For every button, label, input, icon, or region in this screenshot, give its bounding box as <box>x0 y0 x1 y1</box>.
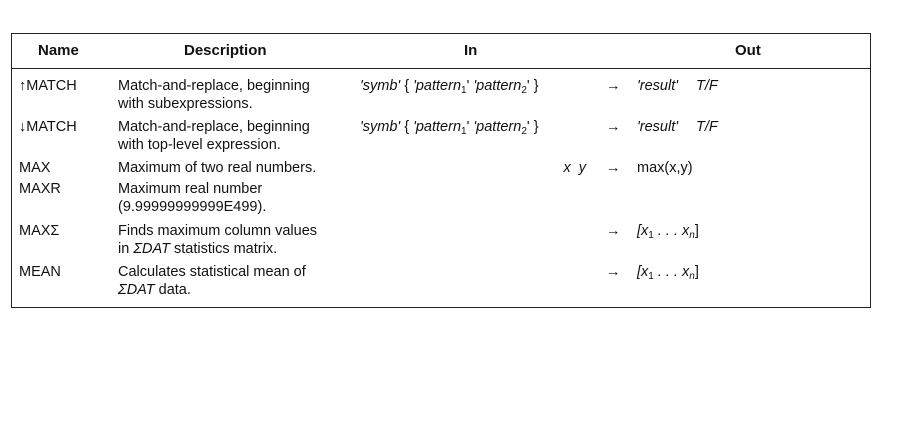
row-in: x y <box>563 160 586 176</box>
row-out <box>637 77 718 95</box>
command-table <box>11 33 871 308</box>
in-pattern2-close: ' <box>526 119 530 135</box>
in-pattern1: 'pattern <box>413 119 462 135</box>
in-pattern2-sub: 2 <box>521 126 527 137</box>
header-divider <box>12 68 870 69</box>
header-in: In <box>464 42 478 59</box>
in-symb: 'symb' <box>360 119 401 135</box>
row-description-line1: Maximum of two real numbers. <box>118 160 317 176</box>
in-brace-open: { <box>404 119 410 135</box>
out-sub1: 1 <box>648 271 654 282</box>
desc-sigma-dat: ΣDAT <box>133 241 170 257</box>
out-open: [x <box>637 264 649 280</box>
out-sub1: 1 <box>648 230 654 241</box>
row-name: MAXΣ <box>19 223 60 239</box>
out-close: ] <box>694 264 699 280</box>
out-mid: . . . x <box>653 264 690 280</box>
row-name: ↓MATCH <box>19 119 77 135</box>
out-subn: n <box>689 230 695 241</box>
row-description-line2: with subexpressions. <box>118 96 253 112</box>
out-close: ] <box>694 223 699 239</box>
arrow-icon: → <box>606 78 621 94</box>
row-in <box>360 77 539 100</box>
row-name: ↑MATCH <box>19 78 77 94</box>
header-name: Name <box>38 42 79 59</box>
out-result: 'result' <box>637 78 678 94</box>
row-description-line1: Maximum real number <box>118 181 263 197</box>
in-pattern1-close: ' <box>466 78 470 94</box>
out-result: 'result' <box>637 119 678 135</box>
in-pattern2: 'pattern <box>473 78 522 94</box>
row-name: MAX <box>19 160 51 176</box>
row-out <box>637 263 699 286</box>
header-description: Description <box>184 42 267 59</box>
row-description-line2: with top-level expression. <box>118 137 281 153</box>
row-out: max(x,y) <box>637 160 693 176</box>
in-pattern1: 'pattern <box>413 78 462 94</box>
desc-pre: in <box>118 241 134 257</box>
row-name: MEAN <box>19 264 61 280</box>
row-description-line1: Match-and-replace, beginning <box>118 78 310 94</box>
row-description-line1: Match-and-replace, beginning <box>118 119 310 135</box>
in-pattern1-sub: 1 <box>461 126 467 137</box>
out-tf: T/F <box>696 78 718 94</box>
in-pattern2-close: ' <box>526 78 530 94</box>
desc-post: statistics matrix. <box>169 241 278 257</box>
header-out: Out <box>735 42 761 59</box>
in-pattern1-close: ' <box>466 119 470 135</box>
out-subn: n <box>689 271 695 282</box>
arrow-icon: → <box>606 223 621 239</box>
arrow-icon: → <box>606 264 621 280</box>
row-in <box>360 118 539 141</box>
arrow-icon: → <box>606 119 621 135</box>
arrow-icon: → <box>606 160 621 176</box>
out-mid: . . . x <box>653 223 690 239</box>
row-out <box>637 118 718 136</box>
in-brace-close: } <box>533 119 539 135</box>
out-open: [x <box>637 223 649 239</box>
in-pattern1-sub: 1 <box>461 85 467 96</box>
row-description-line2 <box>118 240 277 258</box>
in-symb: 'symb' <box>360 78 401 94</box>
in-pattern2-sub: 2 <box>521 85 527 96</box>
row-out <box>637 222 699 245</box>
desc-sigma-dat: ΣDAT <box>118 282 155 298</box>
row-description-line2: (9.99999999999E499). <box>118 199 267 215</box>
in-brace-open: { <box>404 78 410 94</box>
row-name: MAXR <box>19 181 61 197</box>
in-brace-close: } <box>533 78 539 94</box>
in-pattern2: 'pattern <box>473 119 522 135</box>
out-tf: T/F <box>696 119 718 135</box>
row-description-line2 <box>118 281 191 299</box>
row-description-line1: Calculates statistical mean of <box>118 264 306 280</box>
row-description-line1: Finds maximum column values <box>118 223 318 239</box>
desc-post: data. <box>154 282 191 298</box>
